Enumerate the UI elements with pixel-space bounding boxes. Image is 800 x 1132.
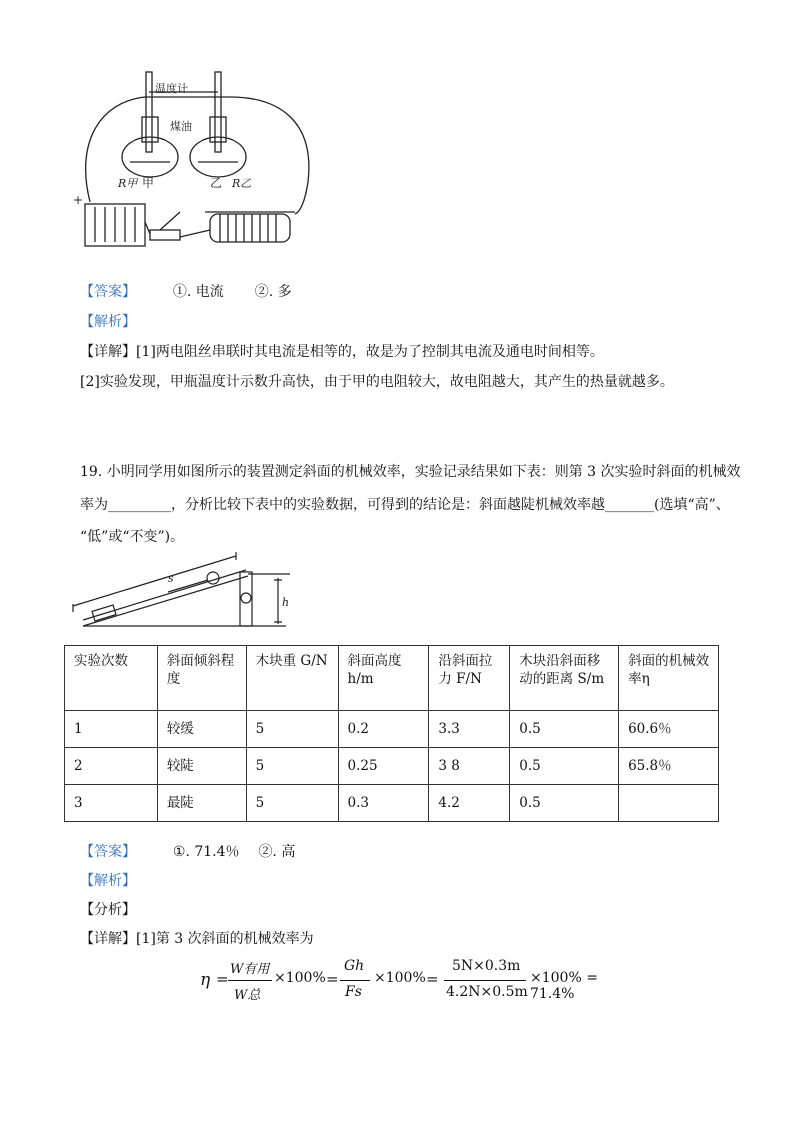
detail-tag: 【详解】	[80, 931, 136, 947]
detail-tag: 【详解】	[80, 344, 136, 360]
answer-2: ②. 多	[254, 284, 292, 300]
table-cell: 0.2	[338, 711, 429, 748]
table-cell: 5	[246, 785, 338, 822]
formula-times100: ×100%	[274, 970, 326, 986]
table-row	[65, 748, 719, 785]
formula-fs: Fs	[345, 984, 362, 1000]
r-yi-label: R乙	[232, 177, 252, 190]
table-cell: 2	[65, 748, 158, 785]
efficiency-formula: η = W有用 W总 ×100% = Gh Fs ×100% = 5N×0.3m 4.2N×0.5m ×100% = 71.4%	[200, 958, 620, 1008]
table-cell: 最陡	[157, 785, 246, 822]
table-cell	[619, 785, 719, 822]
table-cell: 0.25	[338, 748, 429, 785]
jia-label: 甲	[142, 176, 155, 190]
q18-detail-1	[80, 343, 604, 361]
r-jia-label: R甲	[118, 177, 138, 190]
table-header-cell: 斜面倾斜程度	[157, 646, 246, 711]
formula-w-total: W总	[234, 988, 261, 1003]
q18-analysis-tag: 【解析】	[80, 314, 136, 330]
formula-w-useful: W有用	[230, 962, 270, 977]
formula-numerator: 5N×0.3m	[452, 958, 521, 974]
table-header-cell: 沿斜面拉力 F/N	[429, 646, 510, 711]
answer-1: ①. 电流	[172, 284, 224, 300]
table-cell: 1	[65, 711, 158, 748]
q18-answer-line	[80, 283, 292, 301]
q19-answer-line	[80, 843, 295, 861]
table-header-cell: 实验次数	[65, 646, 158, 711]
table-cell: 0.5	[510, 711, 619, 748]
q19-fenxi-tag: 【分析】	[80, 902, 136, 918]
table-cell: 5	[246, 711, 338, 748]
table-row	[65, 711, 719, 748]
thermometer-label: 温度计	[155, 82, 188, 95]
experiment-table	[64, 645, 719, 822]
formula-times100-2: ×100%	[374, 970, 426, 986]
q19-stem-line-2: 率为_________，分析比较下表中的实验数据，可得到的结论是：斜面越陡机械效率越_______(选填“高”、	[80, 497, 730, 513]
answer-tag: 【答案】	[80, 844, 136, 860]
detail-text: [1]两电阻丝串联时其电流是相等的，故是为了控制其电流及通电时间相等。	[136, 344, 604, 360]
table-cell: 0.3	[338, 785, 429, 822]
table-header-cell: 木块沿斜面移动的距离 S/m	[510, 646, 619, 711]
circuit-figure	[70, 62, 320, 262]
plus-label: +	[73, 193, 84, 207]
q19-detail-1	[80, 930, 314, 948]
table-cell: 较陡	[157, 748, 246, 785]
h-label: h	[282, 596, 290, 609]
table-cell: 4.2	[429, 785, 510, 822]
formula-gh: Gh	[344, 958, 365, 974]
table-row	[65, 785, 719, 822]
answer-2: ②. 高	[258, 844, 296, 860]
table-cell: 65.8％	[619, 748, 719, 785]
answer-1: ①. 71.4％	[172, 844, 240, 860]
table-header-cell: 斜面高度 h/m	[338, 646, 429, 711]
s-label: s	[168, 572, 174, 585]
q19-stem-line-1: 19. 小明同学用如图所示的装置测定斜面的机械效率，实验记录结果如下表：则第 3 次实验时斜面的机械效	[80, 464, 741, 480]
table-cell: 0.5	[510, 785, 619, 822]
oil-label: 煤油	[170, 120, 192, 133]
table-header-row	[65, 646, 719, 711]
q19-stem-line-3: “低”或“不变”)。	[80, 529, 185, 545]
formula-eta: η	[200, 970, 211, 990]
table-cell: 3 8	[429, 748, 510, 785]
incline-figure	[68, 548, 298, 636]
q19-analysis-tag: 【解析】	[80, 873, 136, 889]
table-header-cell: 斜面的机械效率η	[619, 646, 719, 711]
answer-tag: 【答案】	[80, 284, 136, 300]
table-cell: 5	[246, 748, 338, 785]
table-header-cell: 木块重 G/N	[246, 646, 338, 711]
table-cell: 3.3	[429, 711, 510, 748]
table-cell: 0.5	[510, 748, 619, 785]
table-cell: 3	[65, 785, 158, 822]
formula-denominator: 4.2N×0.5m	[446, 984, 528, 1000]
formula-result: ×100% = 71.4%	[530, 970, 598, 1002]
detail-text: [1]第 3 次斜面的机械效率为	[136, 931, 314, 947]
yi-label: 乙	[210, 176, 223, 190]
table-cell: 60.6％	[619, 711, 719, 748]
q18-detail-2: [2]实验发现，甲瓶温度计示数升高快，由于甲的电阻较大，故电阻越大，其产生的热量就越多。	[80, 374, 674, 390]
table-cell: 较缓	[157, 711, 246, 748]
